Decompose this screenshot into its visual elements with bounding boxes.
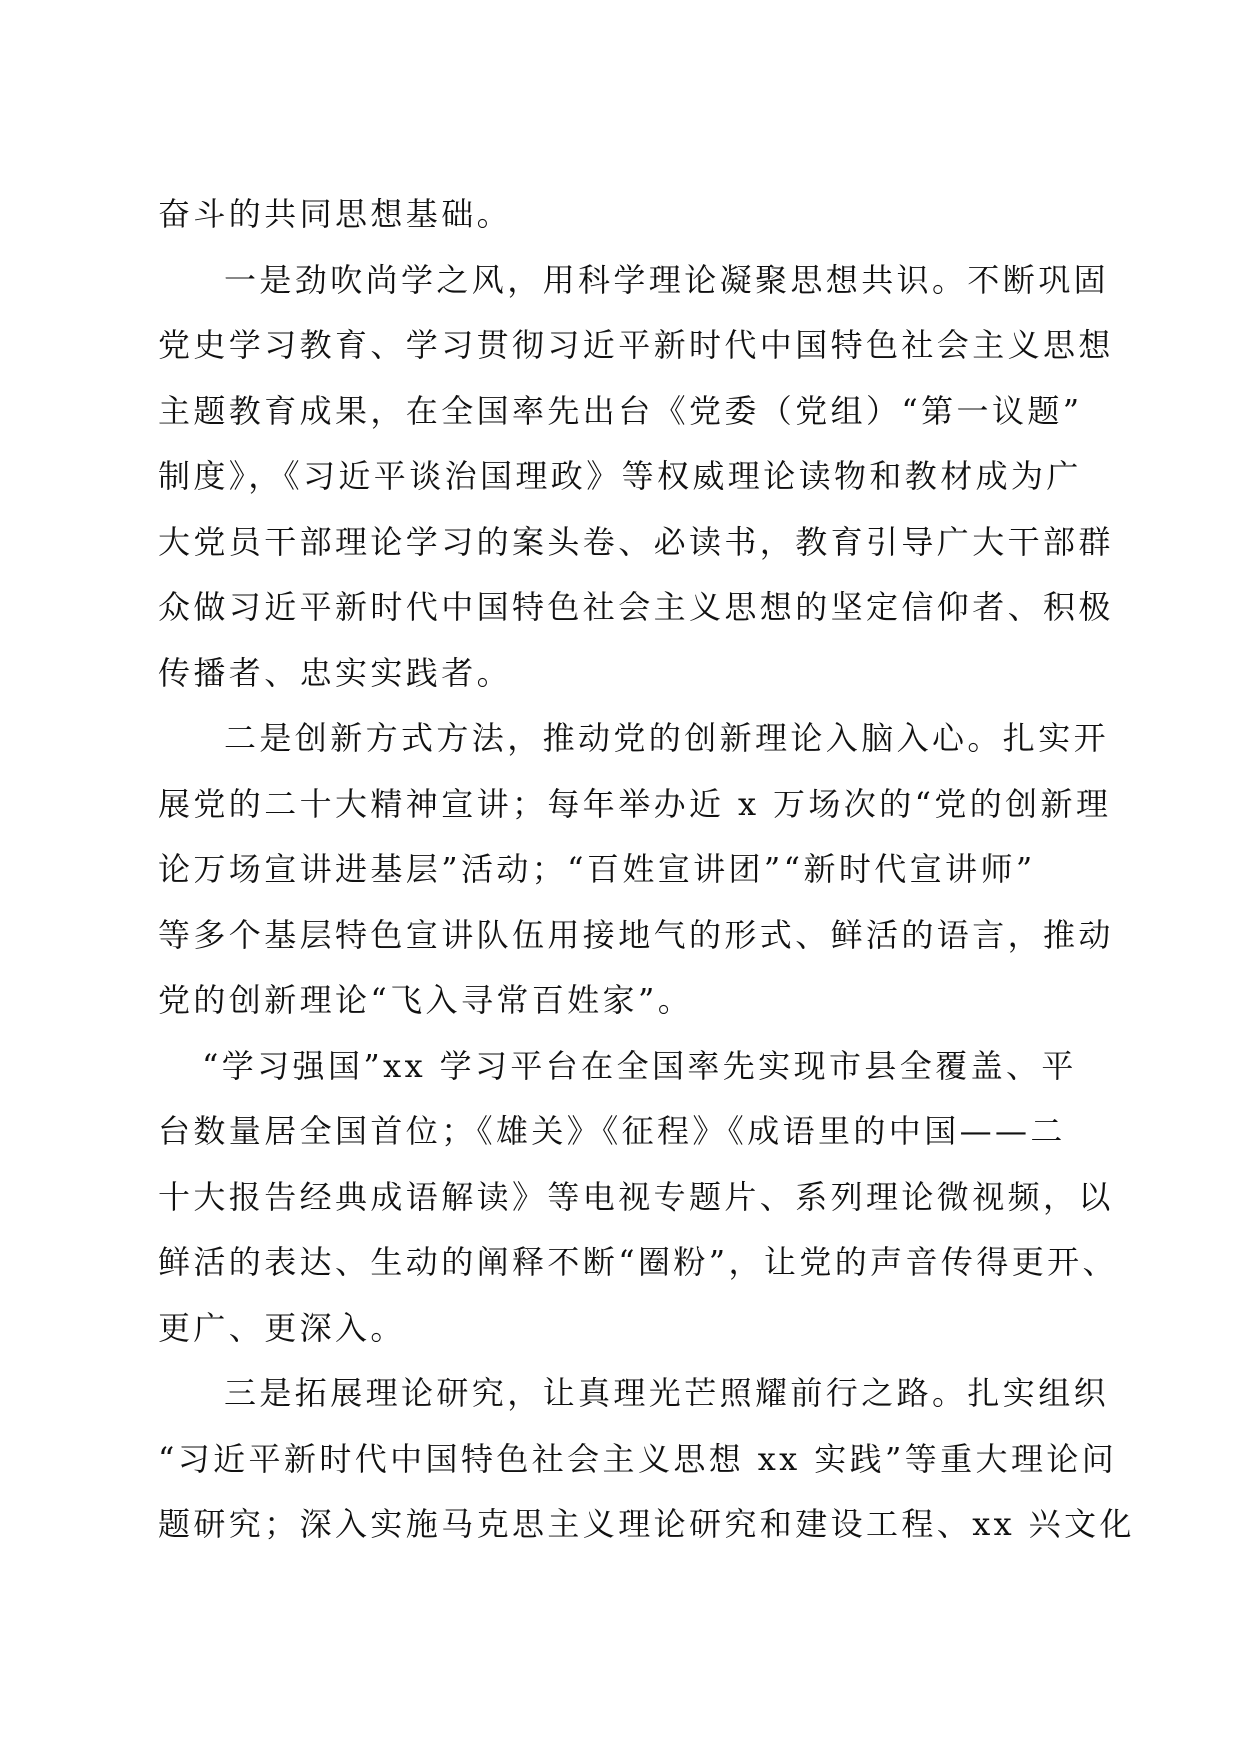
text-line: 党的创新理论“飞入寻常百姓家”。	[158, 981, 694, 1019]
text-line: 更广、更深入。	[158, 1308, 406, 1347]
text-line: 题研究；深入实施马克思主义理论研究和建设工程、xx 兴文化	[158, 1505, 1135, 1543]
text-line: “学习强国”xx 学习平台在全国率先实现市县全覆盖、平	[202, 1046, 1077, 1085]
text-line: 大党员干部理论学习的案头卷、必读书，教育引导广大干部群	[158, 522, 1114, 561]
text-line: 鲜活的表达、生动的阐释不断“圈粉”，让党的声音传得更开、	[158, 1243, 1118, 1281]
text-line: 主题教育成果，在全国率先出台《党委（党组）“第一议题”	[158, 391, 1083, 430]
document-body	[158, 182, 1135, 1558]
text-line: 制度》，《习近平谈治国理政》等权威理论读物和教材成为广	[158, 457, 1082, 495]
text-line: 传播者、忠实实践者。	[158, 653, 513, 692]
text-line: 二是创新方式方法，推动党的创新理论入脑入心。扎实开	[224, 719, 1110, 757]
text-line: 十大报告经典成语解读》等电视专题片、系列理论微视频，以	[158, 1177, 1114, 1216]
text-line: 展党的二十大精神宣讲；每年举办近 x 万场次的“党的创新理	[158, 784, 1112, 823]
text-line: 众做习近平新时代中国特色社会主义思想的坚定信仰者、积极	[158, 588, 1114, 626]
text-line: 一是劲吹尚学之风，用科学理论凝聚思想共识。不断巩固	[224, 260, 1110, 299]
text-line: 等多个基层特色宣讲队伍用接地气的形式、鲜活的语言，推动	[158, 915, 1114, 954]
text-line: 党史学习教育、学习贯彻习近平新时代中国特色社会主义思想	[158, 326, 1114, 364]
text-line: 奋斗的共同思想基础。	[158, 195, 513, 233]
text-line: 台数量居全国首位；《雄关》《征程》《成语里的中国——二	[158, 1112, 1066, 1150]
text-line: 论万场宣讲进基层”活动；“百姓宣讲团”“新时代宣讲师”	[158, 850, 1036, 888]
text-line: “习近平新时代中国特色社会主义思想 xx 实践”等重大理论问	[158, 1439, 1118, 1478]
text-line: 三是拓展理论研究，让真理光芒照耀前行之路。扎实组织	[224, 1374, 1110, 1412]
